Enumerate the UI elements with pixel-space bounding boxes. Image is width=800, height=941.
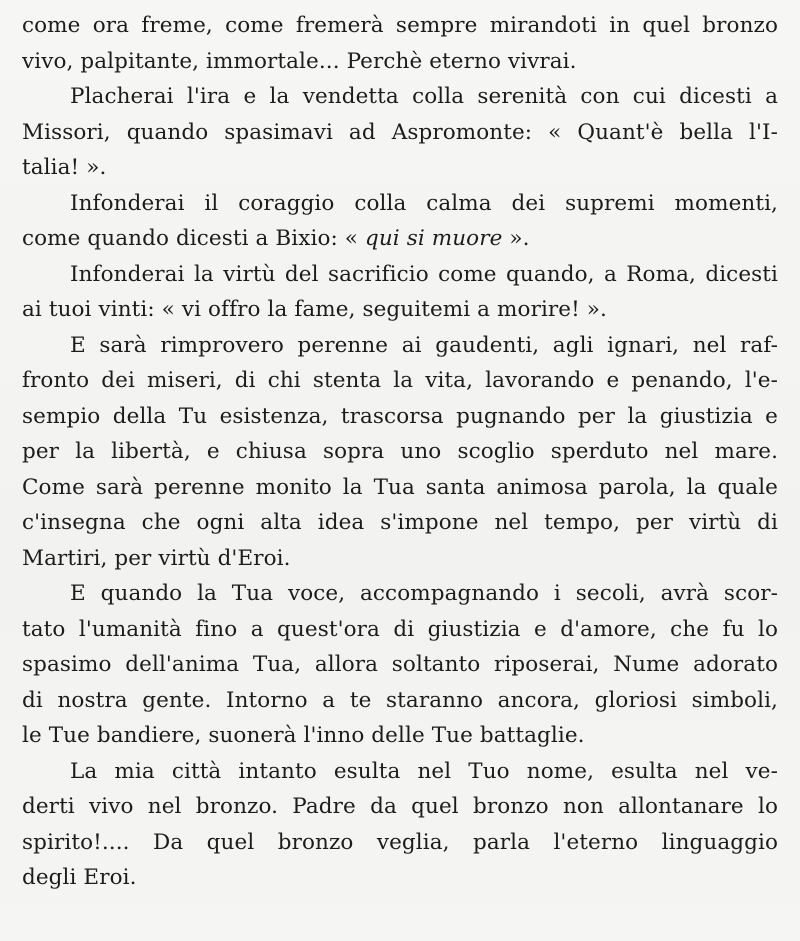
text-line: E sarà rimprovero perenne ai gaudenti, agli ignari, nel raf-	[70, 332, 778, 358]
text-line	[22, 221, 778, 257]
text-line: come ora freme, come fremerà sempre mirandoti in quel bronzo	[22, 13, 778, 38]
text-line: talia! ».	[22, 155, 107, 180]
document-text-block	[22, 8, 778, 896]
text-line: Come sarà perenne monito la Tua santa animosa parola, la quale	[22, 474, 778, 500]
text-line: Placherai l'ira e la vendetta colla serenità con cui dicesti a	[70, 84, 778, 109]
text-line: spirito!.... Da quel bronzo veglia, parla l'eterno linguaggio	[22, 829, 778, 855]
text-line: E quando la Tua voce, accompagnando i secoli, avrà scor-	[70, 581, 778, 606]
text-line: Martiri, per virtù d'Eroi.	[22, 545, 291, 571]
text-line: vivo, palpitante, immortale... Perchè eterno vivrai.	[22, 48, 577, 74]
text-line: per la libertà, e chiusa sopra uno scoglio sperduto nel mare.	[22, 439, 778, 464]
text-line: degli Eroi.	[22, 865, 137, 890]
text-line: Infonderai la virtù del sacrificio come quando, a Roma, dicesti	[70, 261, 778, 287]
text-span: ».	[502, 226, 530, 251]
text-line: La mia città intanto esulta nel Tuo nome, esulta nel ve-	[70, 758, 778, 784]
text-line: Infonderai il coraggio colla calma dei supremi momenti,	[70, 190, 778, 216]
text-line: ai tuoi vinti: « vi offro la fame, seguitemi a morire! ».	[22, 297, 607, 322]
text-line: fronto dei miseri, di chi stenta la vita, lavorando e penando, l'e-	[22, 368, 778, 393]
text-line: spasimo dell'anima Tua, allora soltanto riposerai, Nume adorato	[22, 652, 778, 677]
text-line: le Tue bandiere, suonerà l'inno delle Tue battaglie.	[22, 723, 585, 748]
italic-quote: qui si muore	[364, 226, 503, 251]
text-line: derti vivo nel bronzo. Padre da quel bronzo non allontanare lo	[22, 794, 778, 819]
text-line: tato l'umanità fino a quest'ora di giustizia e d'amore, che fu lo	[22, 616, 778, 642]
text-line: di nostra gente. Intorno a te staranno ancora, gloriosi simboli,	[22, 687, 778, 713]
text-line: sempio della Tu esistenza, trascorsa pugnando per la giustizia e	[22, 403, 778, 429]
text-span: come quando dicesti a Bixio: «	[22, 226, 365, 251]
text-line: c'insegna che ogni alta idea s'impone nel tempo, per virtù di	[22, 510, 778, 535]
text-line: Missori, quando spasimavi ad Aspromonte: « Quant'è bella l'I-	[22, 119, 778, 145]
